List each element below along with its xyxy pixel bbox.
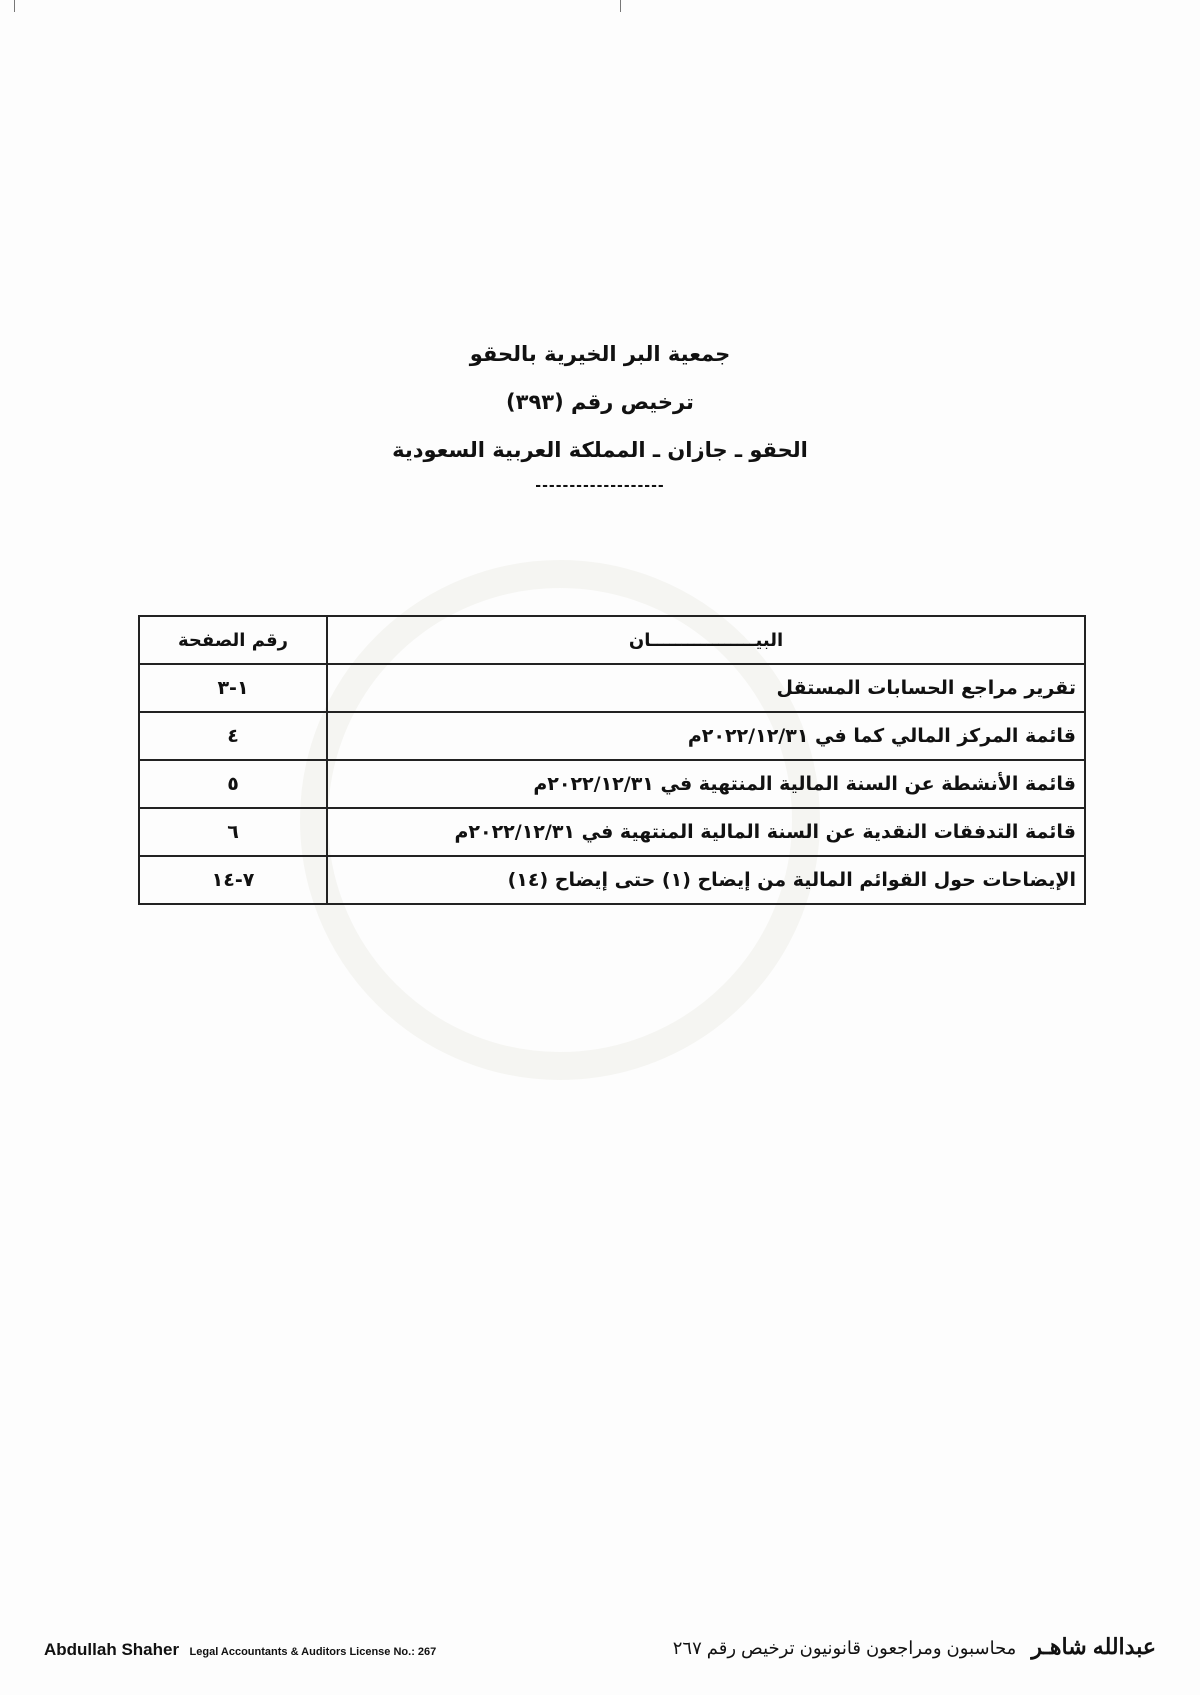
table-row [139,760,1085,808]
footer-en-name: Abdullah Shaher [44,1640,180,1659]
row-description: قائمة التدفقات النقدية عن السنة المالية المنتهية في ٢٠٢٢/١٢/٣١م [327,808,1085,856]
row-description: تقرير مراجع الحسابات المستقل [327,664,1085,712]
table-row [139,664,1085,712]
row-page: ١-٣ [139,664,327,712]
location: الحقو ـ جازان ـ المملكة العربية السعودية [392,438,808,462]
table-row [139,712,1085,760]
table-row [139,808,1085,856]
page-column-header: رقم الصفحة [139,616,327,664]
row-page: ٥ [139,760,327,808]
footer-ar-desc: محاسبون ومراجعون قانونيون ترخيص رقم ٢٦٧ [672,1638,1017,1658]
table-row [139,856,1085,904]
footer-arabic [673,1634,1156,1660]
row-page: ٧-١٤ [139,856,327,904]
scan-mark-center [620,0,621,12]
contents-table [138,615,1086,905]
document-header [0,330,1200,494]
row-description: الإيضاحات حول القوائم المالية من إيضاح (١) حتى إيضاح (١٤) [327,856,1085,904]
row-page: ٦ [139,808,327,856]
license-number: ترخيص رقم (٣٩٣) [506,390,694,414]
footer-en-desc: Legal Accountants & Auditors License No.: 267 [189,1646,437,1658]
table-header-row [139,616,1085,664]
footer [44,1630,1156,1660]
description-column-header: البيـــــــــــــــــان [327,616,1085,664]
header-separator: ------------------- [535,478,665,494]
row-description: قائمة المركز المالي كما في ٢٠٢٢/١٢/٣١م [327,712,1085,760]
footer-english [44,1640,436,1660]
footer-ar-name: عبدالله شاهـر [1031,1634,1156,1659]
scan-mark-left [14,0,15,12]
row-page: ٤ [139,712,327,760]
row-description: قائمة الأنشطة عن السنة المالية المنتهية في ٢٠٢٢/١٢/٣١م [327,760,1085,808]
organization-name: جمعية البر الخيرية بالحقو [469,342,731,366]
